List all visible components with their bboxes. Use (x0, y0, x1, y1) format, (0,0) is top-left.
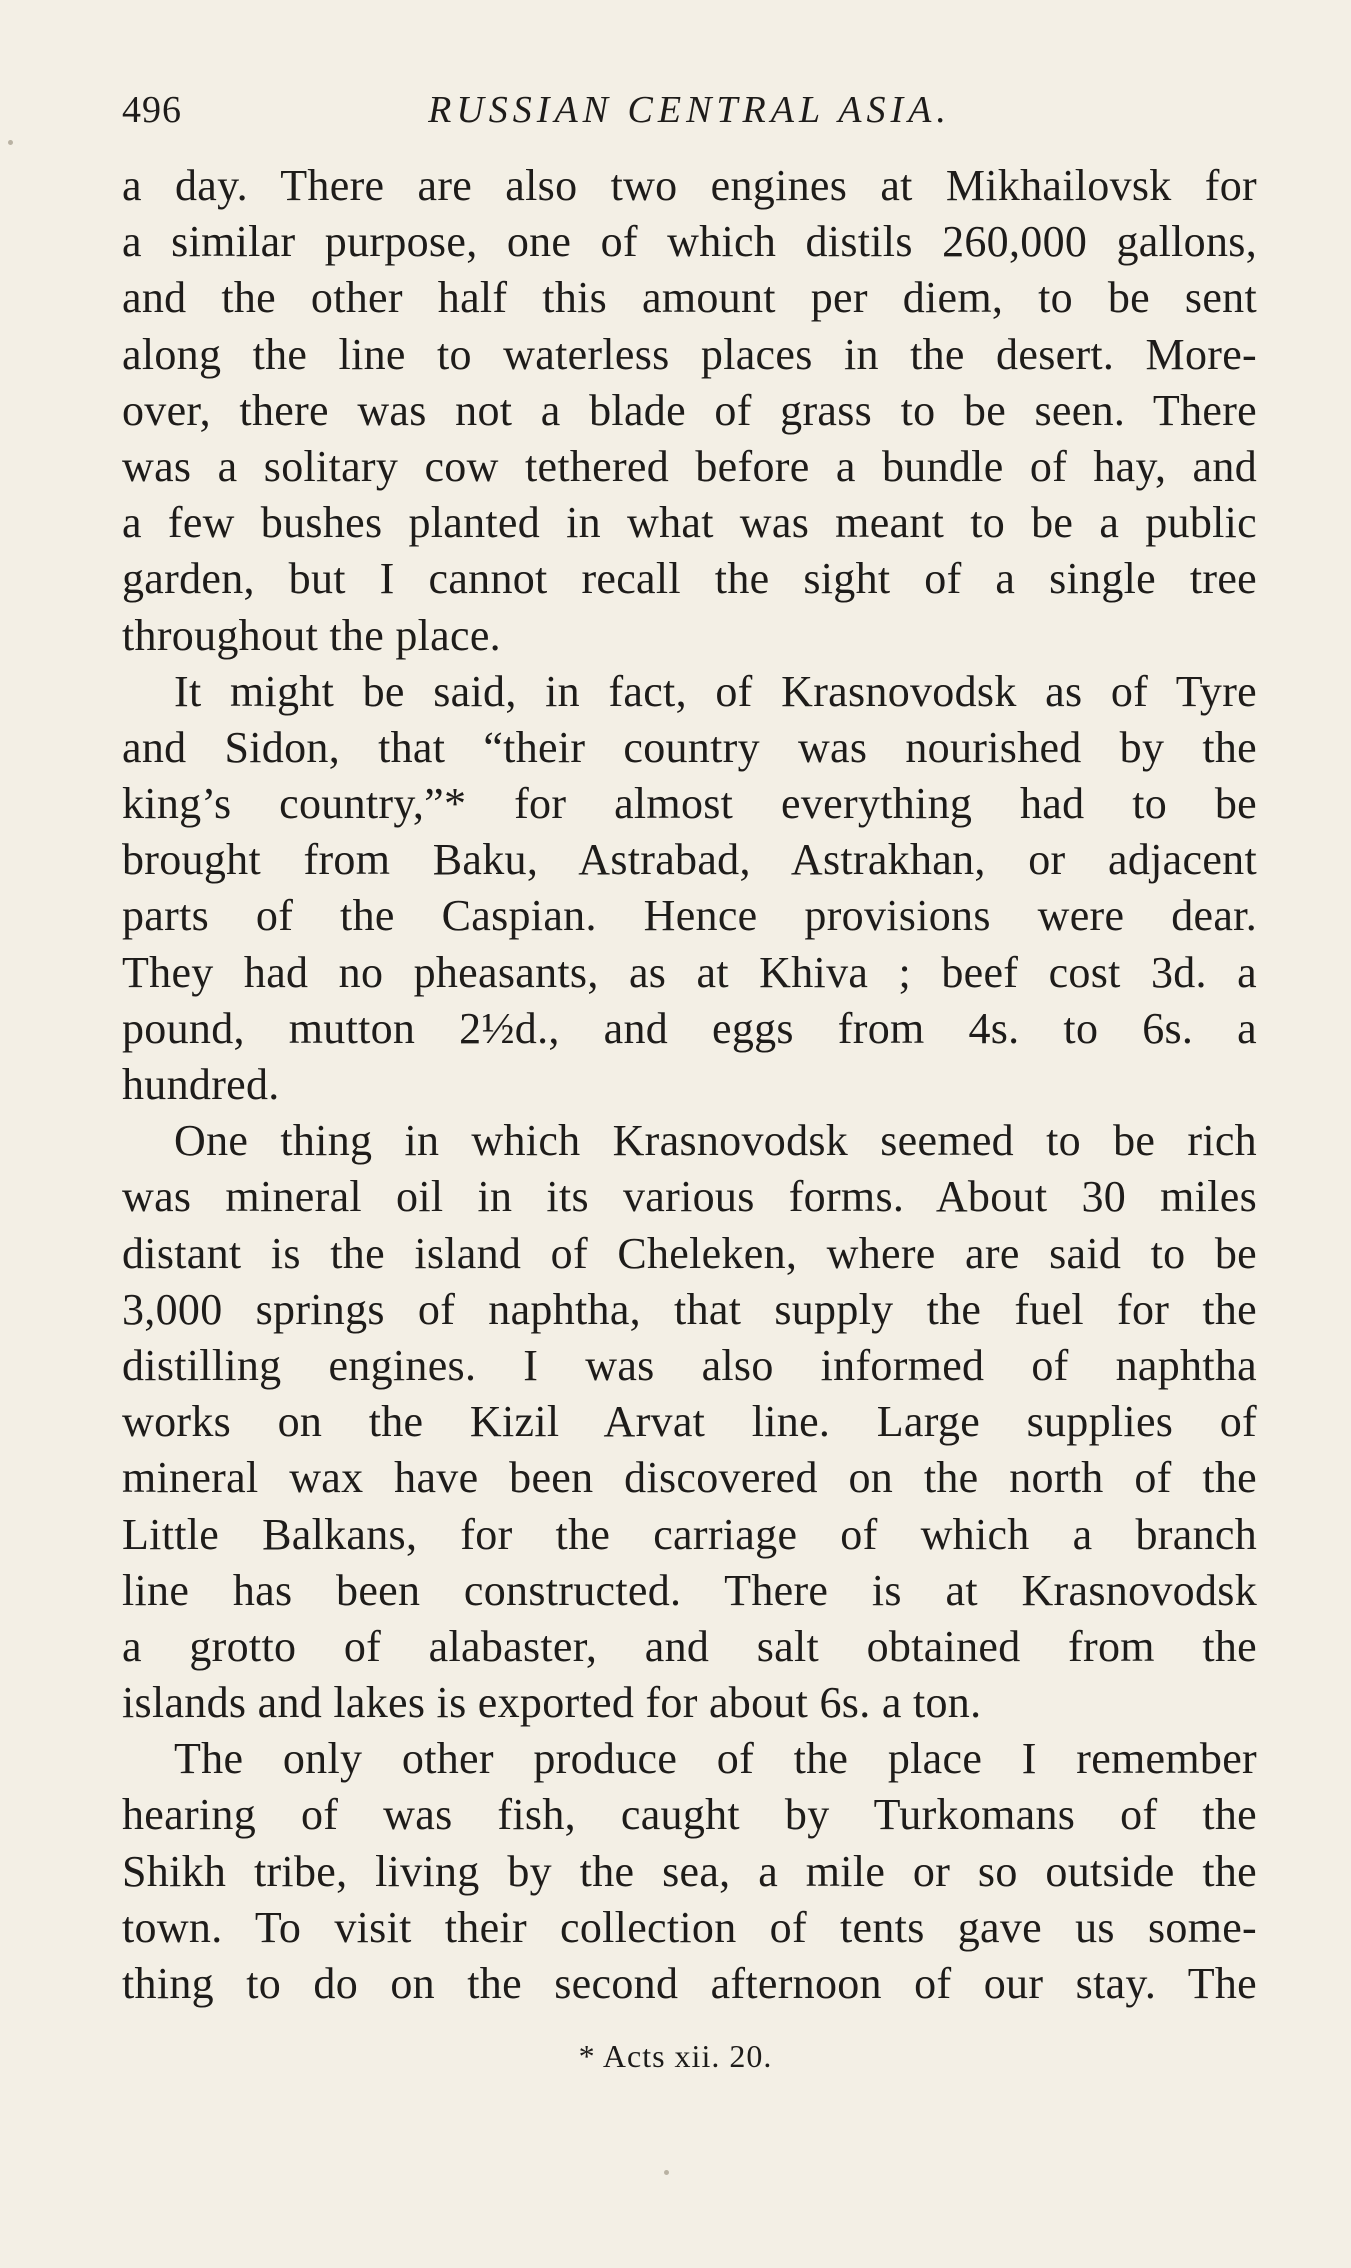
text-line: throughout the place. (122, 610, 501, 660)
text-line: garden, but I cannot recall the sight of a single tree (122, 554, 1257, 604)
text-line: thing to do on the second afternoon of our stay. The (122, 1959, 1257, 2008)
text-line: distilling engines. I was also informed of naphtha (122, 1340, 1257, 1390)
body-text (122, 158, 1257, 2012)
text-line: a grotto of alabaster, and salt obtained from the (122, 1621, 1257, 1671)
paper-speck (8, 140, 13, 145)
text-line: a day. There are also two engines at Mikhailovsk for (122, 161, 1257, 210)
text-line: and the other half this amount per diem, to be sent (122, 273, 1257, 323)
running-title: RUSSIAN CENTRAL ASIA. (428, 89, 951, 131)
text-line: It might be said, in fact, of Krasnovodsk as of Tyre (174, 666, 1257, 716)
text-line: The only other produce of the place I remember (174, 1734, 1257, 1784)
text-line: was a solitary cow tethered before a bundle of hay, and (122, 441, 1257, 491)
paper-speck (664, 2170, 669, 2175)
text-line: over, there was not a blade of grass to be seen. There (122, 385, 1257, 435)
text-line: They had no pheasants, as at Khiva ; beef cost 3d. a (122, 947, 1257, 997)
text-line: pound, mutton 2½d., and eggs from 4s. to 6s. a (122, 1003, 1257, 1053)
footnote: * Acts xii. 20. (578, 2038, 773, 2074)
text-line: a few bushes planted in what was meant to be a public (122, 498, 1257, 548)
text-line: along the line to waterless places in the desert. More- (122, 329, 1257, 379)
text-line: mineral wax have been discovered on the north of the (122, 1453, 1257, 1503)
text-line: a similar purpose, one of which distils 260,000 gallons, (122, 217, 1257, 267)
text-line: One thing in which Krasnovodsk seemed to be rich (174, 1116, 1257, 1166)
text-line: was mineral oil in its various forms. About 30 miles (122, 1172, 1257, 1222)
text-line: brought from Baku, Astrabad, Astrakhan, or adjacent (122, 835, 1257, 885)
text-line: hearing of was fish, caught by Turkomans of the (122, 1790, 1257, 1840)
text-line: and Sidon, that “their country was nourished by the (122, 722, 1257, 772)
text-line: distant is the island of Cheleken, where are said to be (122, 1228, 1257, 1278)
text-line: hundred. (122, 1060, 280, 1109)
text-line: islands and lakes is exported for about 6s. a ton. (122, 1678, 982, 1728)
text-line: works on the Kizil Arvat line. Large supplies of (122, 1397, 1257, 1447)
text-line: Little Balkans, for the carriage of which a branch (122, 1509, 1257, 1559)
text-line: parts of the Caspian. Hence provisions were dear. (122, 891, 1257, 941)
text-line: Shikh tribe, living by the sea, a mile or so outside the (122, 1846, 1257, 1896)
text-line: line has been constructed. There is at Krasnovodsk (122, 1565, 1257, 1615)
text-line: king’s country,”* for almost everything had to be (122, 779, 1257, 829)
running-head (122, 88, 1257, 138)
text-line: town. To visit their collection of tents gave us some- (122, 1902, 1257, 1952)
text-line: 3,000 springs of naphtha, that supply the fuel for the (122, 1284, 1257, 1334)
page-number: 496 (122, 89, 182, 131)
